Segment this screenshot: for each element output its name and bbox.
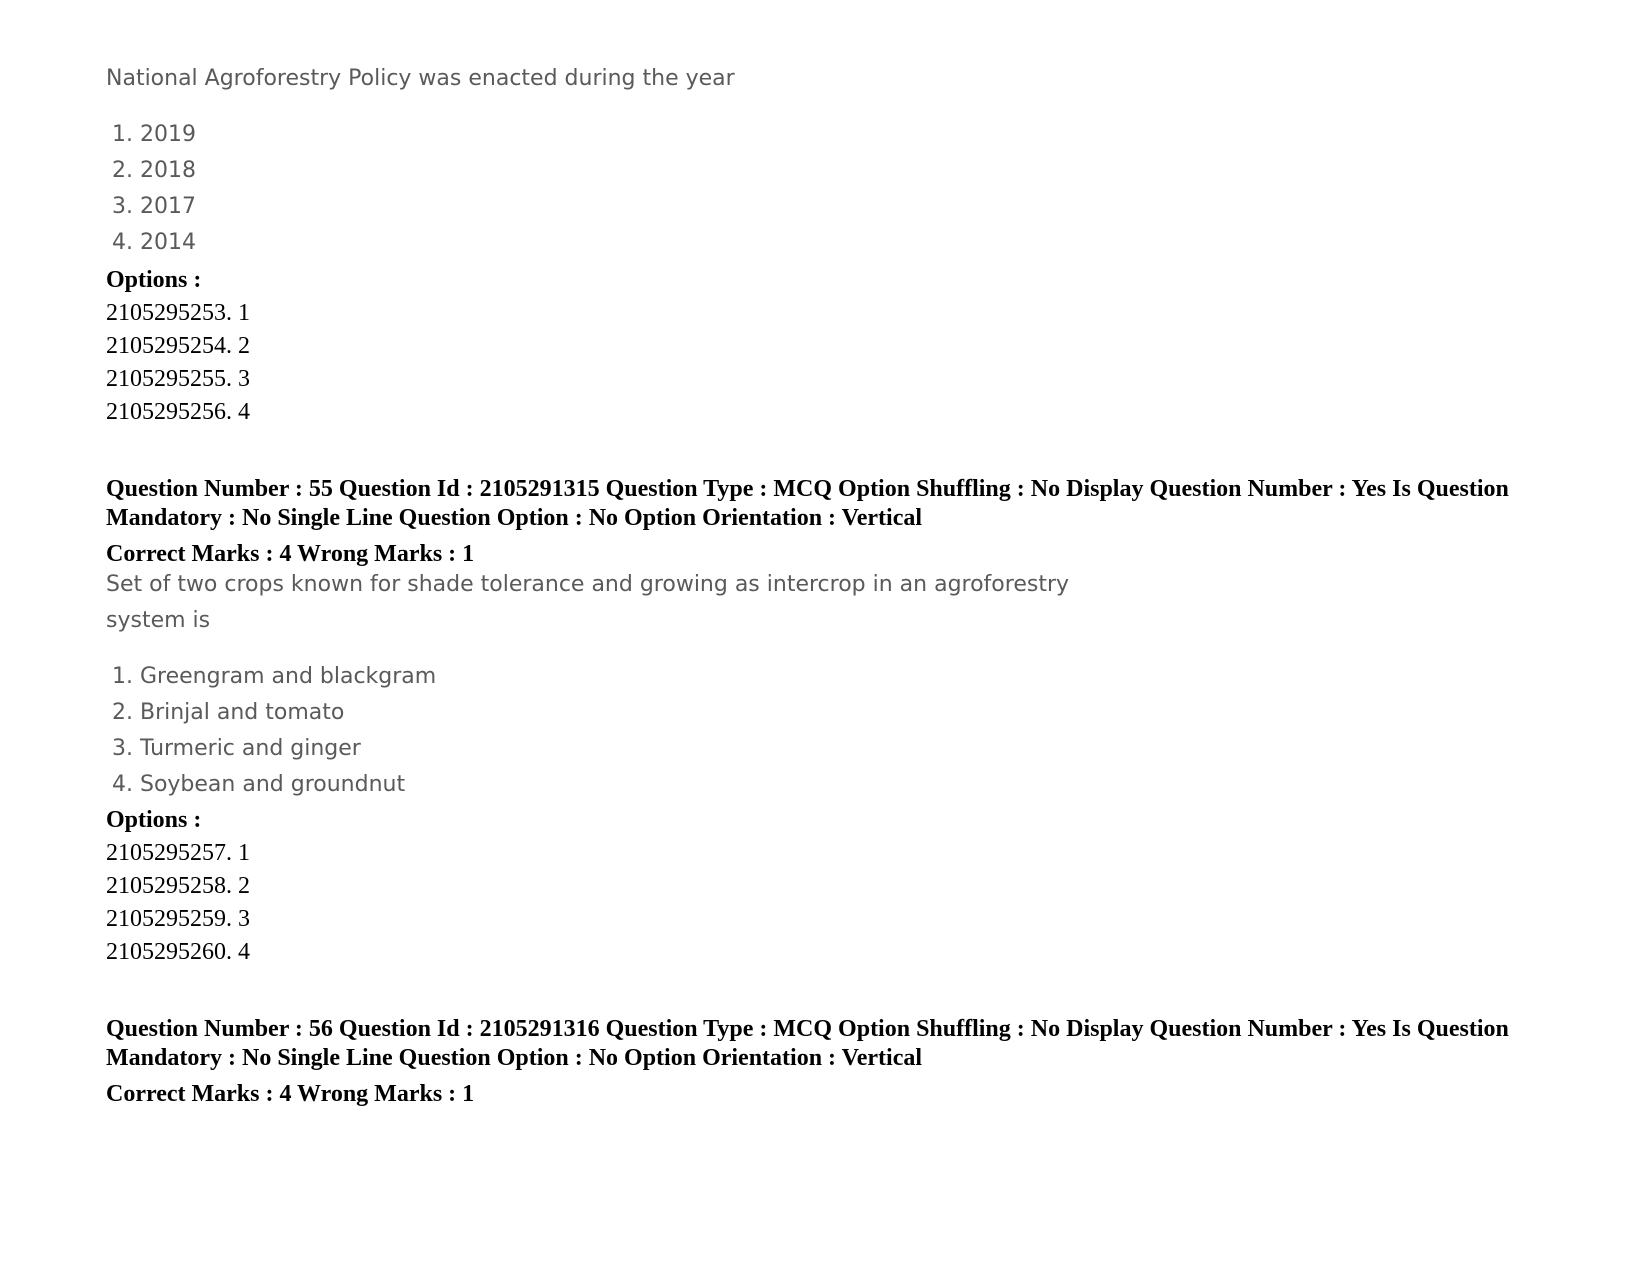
option-id: 2105295254. 2 (106, 333, 250, 359)
option-id: 2105295260. 4 (106, 939, 250, 965)
option-id: 2105295257. 1 (106, 840, 250, 866)
question-choice: 3. Turmeric and ginger (112, 736, 361, 761)
options-label: Options : (106, 807, 202, 833)
option-id: 2105295259. 3 (106, 906, 250, 932)
options-label: Options : (106, 267, 202, 293)
question-metadata: Question Number : 56 Question Id : 2105291316 Question Type : MCQ Option Shuffling : No Display Question Number : Yes Is Question Mandatory : No Single Line Question Option : No Option Orientation : Vertical (106, 1016, 1509, 1071)
question-choice: 3. 2017 (112, 194, 196, 219)
question-metadata: Question Number : 55 Question Id : 2105291315 Question Type : MCQ Option Shuffling : No Display Question Number : Yes Is Question Mandatory : No Single Line Question Option : No Option Orientation : Vertical (106, 476, 1509, 531)
question-choice: 1. Greengram and blackgram (112, 664, 437, 689)
option-id: 2105295253. 1 (106, 300, 250, 326)
question-choice: 1. 2019 (112, 122, 196, 147)
question-text: National Agroforestry Policy was enacted during the year (106, 66, 735, 91)
option-id: 2105295256. 4 (106, 399, 250, 425)
option-id: 2105295258. 2 (106, 873, 250, 899)
question-choice: 4. 2014 (112, 230, 196, 255)
question-choice: 4. Soybean and groundnut (112, 772, 406, 797)
question-choice: 2. 2018 (112, 158, 196, 183)
question-choice: 2. Brinjal and tomato (112, 700, 345, 725)
question-text: Set of two crops known for shade tolerance and growing as intercrop in an agroforestry (106, 572, 1070, 597)
marks-info: Correct Marks : 4 Wrong Marks : 1 (106, 541, 475, 567)
question-text-continued: system is (106, 608, 211, 633)
marks-info: Correct Marks : 4 Wrong Marks : 1 (106, 1081, 475, 1107)
option-id: 2105295255. 3 (106, 366, 250, 392)
